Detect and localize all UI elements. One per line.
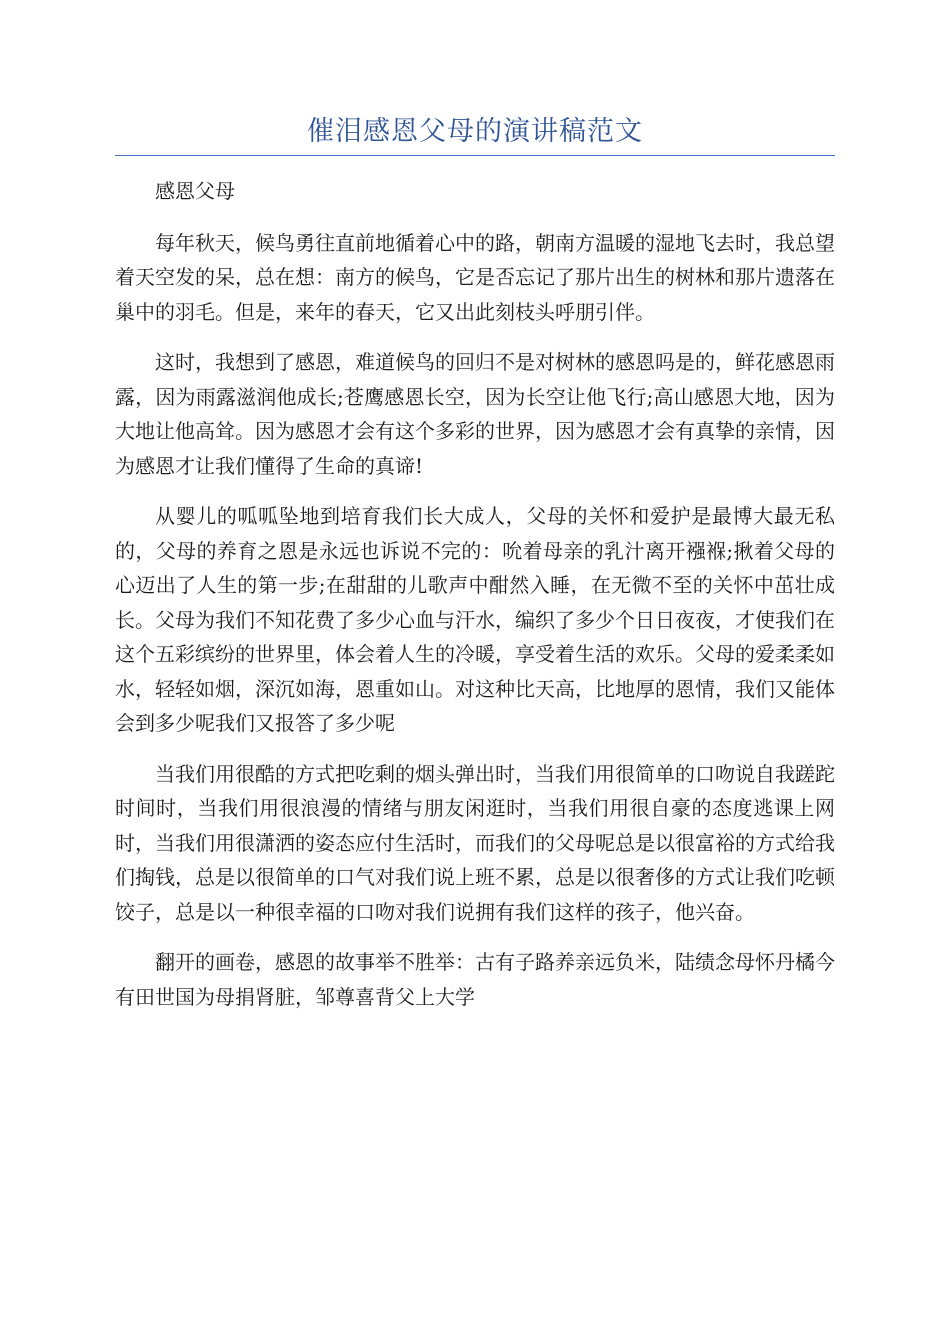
paragraph-3: 这时，我想到了感恩，难道候鸟的回归不是对树林的感恩吗是的，鲜花感恩雨露，因为雨露滋润他成长;苍鹰感恩长空，因为长空让他飞行;高山感恩大地，因为大地让他高耸。因为感恩才会有这个多彩的世界，因为感恩才会有真挚的亲情，因为感恩才让我们懂得了生命的真谛! [115,350,835,478]
document-title: 催泪感恩父母的演讲稿范文 [307,116,643,147]
paragraph-4: 从婴儿的呱呱坠地到培育我们长大成人，父母的关怀和爱护是最博大最无私的，父母的养育之恩是永远也诉说不完的：吮着母亲的乳汁离开襁褓;揪着父母的心迈出了人生的第一步;在甜甜的儿歌声中酣然入睡，在无微不至的关怀中茁壮成长。父母为我们不知花费了多少心血与汗水，编织了多少个日日夜夜，才使我们在这个五彩缤纷的世界里，体会着人生的冷暖，享受着生活的欢乐。父母的爱柔柔如水，轻轻如烟，深沉如海，恩重如山。对这种比天高，比地厚的恩情，我们又能体会到多少呢我们又报答了多少呢 [115,504,835,735]
paragraph-1: 感恩父母 [155,179,235,203]
paragraph-2: 每年秋天，候鸟勇往直前地循着心中的路，朝南方温暖的湿地飞去时，我总望着天空发的呆，总在想：南方的候鸟，它是否忘记了那片出生的树林和那片遗落在巢中的羽毛。但是，来年的春天，它又出此刻枝头呼朋引伴。 [115,230,835,324]
paragraph-5: 当我们用很酷的方式把吃剩的烟头弹出时，当我们用很简单的口吻说自我蹉跎时间时，当我们用很浪漫的情绪与朋友闲逛时，当我们用很自豪的态度逃课上网时，当我们用很潇洒的姿态应付生活时，而我们的父母呢总是以很富裕的方式给我们掏钱，总是以很简单的口气对我们说上班不累，总是以很奢侈的方式让我们吃顿饺子，总是以一种很幸福的口吻对我们说拥有我们这样的孩子，他兴奋。 [115,761,835,924]
document-page [115,112,835,1030]
document-body [115,174,835,1014]
paragraph-6: 翻开的画卷，感恩的故事举不胜举：古有子路养亲远负米，陆绩念母怀丹橘今有田世国为母捐肾脏，邹尊喜背父上大学 [115,950,835,1009]
title-underline [115,155,835,156]
